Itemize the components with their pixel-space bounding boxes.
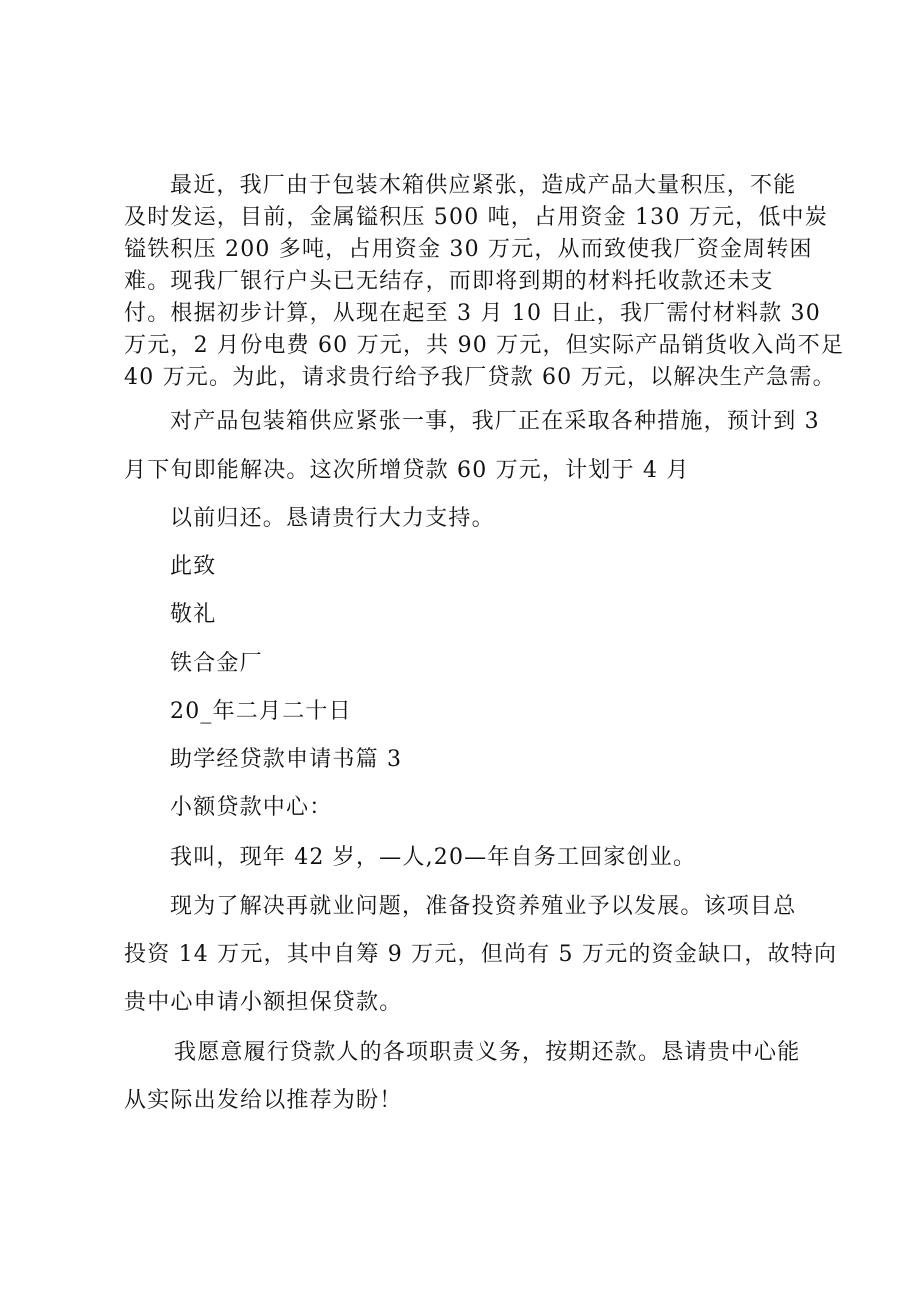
paragraph-1-line-3: 镒铁积压 200 多吨，占用资金 30 万元，从而致使我厂资金周转困 [124,237,813,262]
closing-salutation-1: 此致 [170,554,217,579]
section-title: 助学经贷款申请书篇 3 [170,747,403,772]
paragraph-1-line-1: 最近，我厂由于包装木箱供应紧张，造成产品大量积压，不能 [170,173,797,198]
paragraph-1-line-5: 付。根据初步计算，从现在起至 3 月 10 日止，我厂需付材料款 30 [124,301,821,326]
paragraph-1-line-7: 40 万元。为此，请求贵行给予我厂贷款 60 万元，以解决生产急需。 [124,365,836,390]
paragraph-2-line-1: 对产品包装箱供应紧张一事，我厂正在采取各种措施，预计到 3 [170,409,820,434]
paragraph-4-line-3: 贵中心申请小额担保贷款。 [124,990,403,1015]
intro-paragraph: 我叫，现年 42 岁，—人,20—年自务工回家创业。 [170,845,697,870]
paragraph-5-line-1: 我愿意履行贷款人的各项职责义务，按期还款。恳请贵中心能 [174,1040,801,1065]
paragraph-4-line-2: 投资 14 万元，其中自筹 9 万元，但尚有 5 万元的资金缺口，故特向 [124,942,838,967]
recipient: 小额贷款中心： [170,795,333,820]
paragraph-2-line-2: 月下旬即能解决。这次所增贷款 60 万元，计划于 4 月 [124,458,690,483]
paragraph-4-line-1: 现为了解决再就业问题，准备投资养殖业予以发展。该项目总 [170,894,797,919]
date: 20_年二月二十日 [170,699,352,724]
signature: 铁合金厂 [170,651,263,676]
paragraph-5-line-2: 从实际出发给以推荐为盼！ [124,1088,403,1113]
paragraph-1-line-2: 及时发运，目前，金属镒积压 500 吨，占用资金 130 万元，低中炭 [124,205,828,230]
paragraph-1-line-4: 难。现我厂银行户头已无结存，而即将到期的材料托收款还未支 [124,269,774,294]
closing-salutation-2: 敬礼 [170,602,217,627]
paragraph-1-line-6: 万元，2 月份电费 60 万元，共 90 万元，但实际产品销货收入尚不足 [124,333,845,358]
paragraph-3: 以前归还。恳请贵行大力支持。 [170,506,495,531]
